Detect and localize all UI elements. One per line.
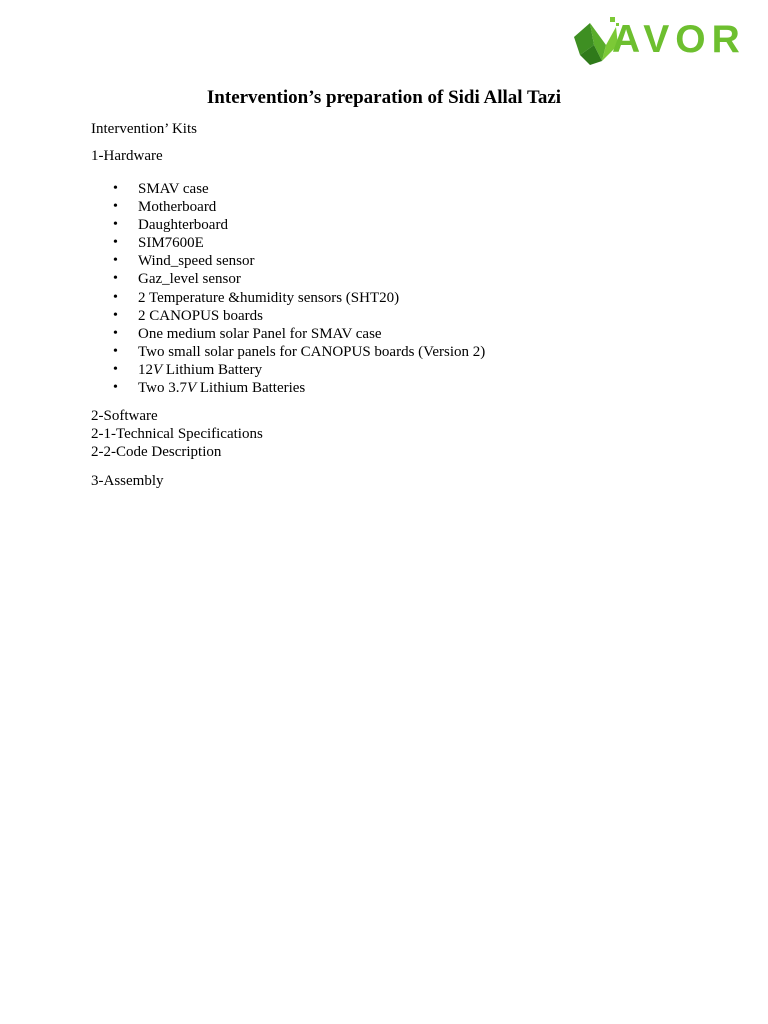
company-logo [572,15,744,67]
bullet-icon: • [113,217,118,233]
list-item-text: SIM7600E [138,235,204,252]
list-item-text: 2 Temperature &humidity sensors (SHT20) [138,289,400,306]
list-item-text-prefix: 12 [138,361,153,378]
bullet-icon: • [113,361,118,377]
list-item-text [138,361,262,379]
list-item-unit: V [153,361,163,378]
bullet-icon: • [113,271,118,287]
bullet-icon: • [113,307,118,323]
hardware-heading: 1-Hardware [91,148,163,164]
list-item-text: Motherboard [138,199,217,216]
list-item-text: One medium solar Panel for SMAV case [138,325,382,342]
bullet-icon: • [113,289,118,305]
bullet-icon: • [113,235,118,251]
intro-text: Intervention’ Kits [91,121,197,137]
list-item-unit: V [186,380,197,397]
software-subsection-code: 2-2-Code Description [91,444,222,460]
assembly-heading: 3-Assembly [91,473,164,489]
bullet-icon: • [113,343,118,359]
list-item-text-prefix: Two 3.7 [138,380,187,397]
list-item-text: Two small solar panels for CANOPUS boards (Version 2) [138,343,486,360]
list-item-text-suffix: Lithium Battery [162,361,263,378]
document-title: Intervention’s preparation of Sidi Allal Tazi [206,87,562,108]
list-item-text: Wind_speed sensor [138,253,255,270]
list-item-text: Daughterboard [138,217,228,234]
list-item-text: Gaz_level sensor [138,271,241,288]
bullet-icon: • [113,325,118,341]
bullet-icon: • [113,253,118,269]
list-item-text: 2 CANOPUS boards [138,307,264,324]
list-item-text-suffix: Lithium Batteries [196,380,306,397]
list-item-text [138,379,305,397]
bullet-icon: • [113,181,118,196]
bullet-icon: • [113,199,118,215]
software-subsection-technical: 2-1-Technical Specifications [91,426,263,442]
logo-wordmark: AVOR [612,18,746,61]
list-item-text: SMAV case [138,181,209,197]
bullet-icon: • [113,380,118,396]
software-heading: 2-Software [91,408,158,424]
